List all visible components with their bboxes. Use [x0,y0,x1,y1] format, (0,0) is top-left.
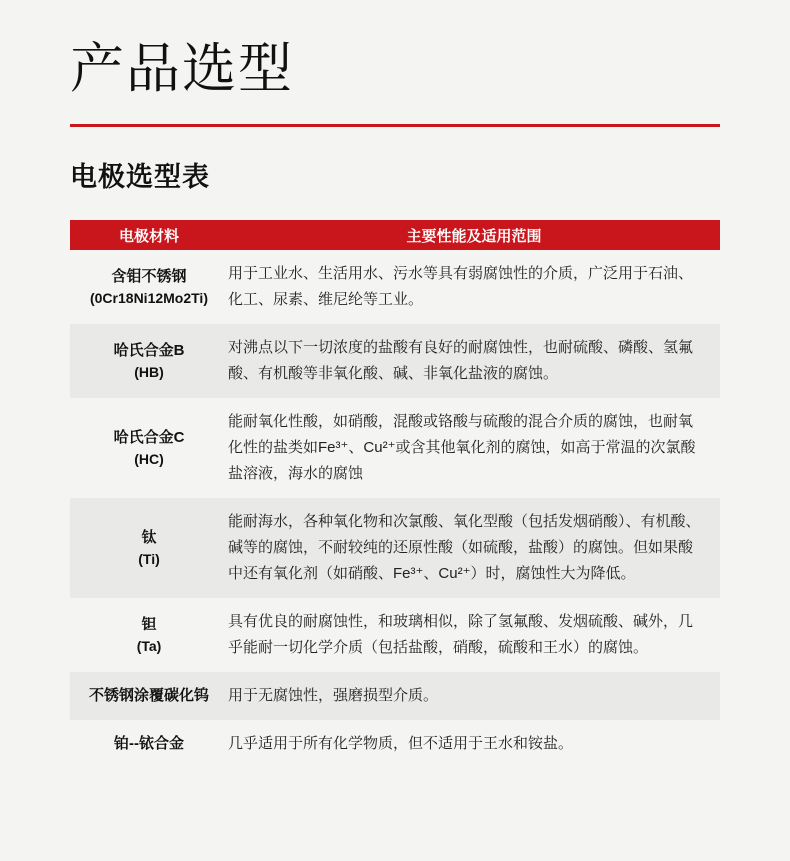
description-text: 能耐海水，各种氧化物和次氯酸、氧化型酸（包括发烟硝酸）、有机酸、碱等的腐蚀，不耐较纯的还原性酸（如硫酸，盐酸）的腐蚀。但如果酸中还有氧化剂（如硝酸、Fe³⁺、Cu²⁺）时，腐蚀性大为降低。 [228,513,701,583]
description-text: 用于工业水、生活用水、污水等具有弱腐蚀性的介质，广泛用于石油、化工、尿素、维尼纶等工业。 [228,265,694,309]
page-title: 产品选型 [70,39,294,99]
material-name: 钛 [141,529,157,547]
table-row [70,720,720,768]
material-code: (HC) [134,450,164,467]
material-code: (HB) [134,363,164,380]
material-name: 含钼不锈钢 [111,268,187,286]
material-name: 不锈钢涂覆碳化钨 [88,687,209,705]
header-cell-performance: 主要性能及适用范围 [406,227,542,245]
table-row [70,498,720,598]
section-title: 电极选型表 [70,162,210,193]
table-row [70,324,720,398]
material-cell [70,250,228,324]
description-cell [228,324,720,398]
description-text: 对沸点以下一切浓度的盐酸有良好的耐腐蚀性，也耐硫酸、磷酸、氢氟酸、有机酸等非氧化酸、碱、非氧化盐液的腐蚀。 [228,339,694,383]
description-cell [228,498,720,598]
material-cell [70,324,228,398]
material-code: (Ta) [136,637,162,654]
material-cell [70,498,228,598]
material-code: (0Cr18Ni12Mo2Ti) [89,289,208,306]
description-cell [228,598,720,672]
material-cell [70,598,228,672]
table-row [70,250,720,324]
table-row [70,398,720,498]
red-divider [70,124,720,127]
material-name: 铂--铱合金 [114,735,184,753]
description-cell [228,250,720,324]
description-text: 能耐氧化性酸，如硝酸，混酸或铬酸与硫酸的混合介质的腐蚀，也耐氧化性的盐类如Fe³⁺、Cu²⁺或含其他氧化剂的腐蚀，如高于常温的次氯酸盐溶液，海水的腐蚀 [228,413,696,483]
description-text: 用于无腐蚀性，强磨损型介质。 [228,687,439,705]
material-name: 钽 [141,616,157,634]
description-text: 几乎适用于所有化学物质，但不适用于王水和铵盐。 [228,735,574,753]
material-name: 哈氏合金C [113,429,185,447]
material-code: (Ti) [138,550,160,567]
description-cell [228,398,720,498]
header-cell-material: 电极材料 [118,227,179,245]
electrode-selection-table [70,220,720,768]
material-name: 哈氏合金B [113,342,185,360]
table-header-row [70,220,720,250]
table-row [70,672,720,720]
material-cell [70,398,228,498]
description-cell [228,720,720,768]
table-row [70,598,720,672]
material-cell [70,720,228,768]
description-cell [228,672,720,720]
description-text: 具有优良的耐腐蚀性，和玻璃相似，除了氢氟酸、发烟硫酸、碱外，几乎能耐一切化学介质（包括盐酸，硝酸，硫酸和王水）的腐蚀。 [228,613,694,657]
material-cell [70,672,228,720]
